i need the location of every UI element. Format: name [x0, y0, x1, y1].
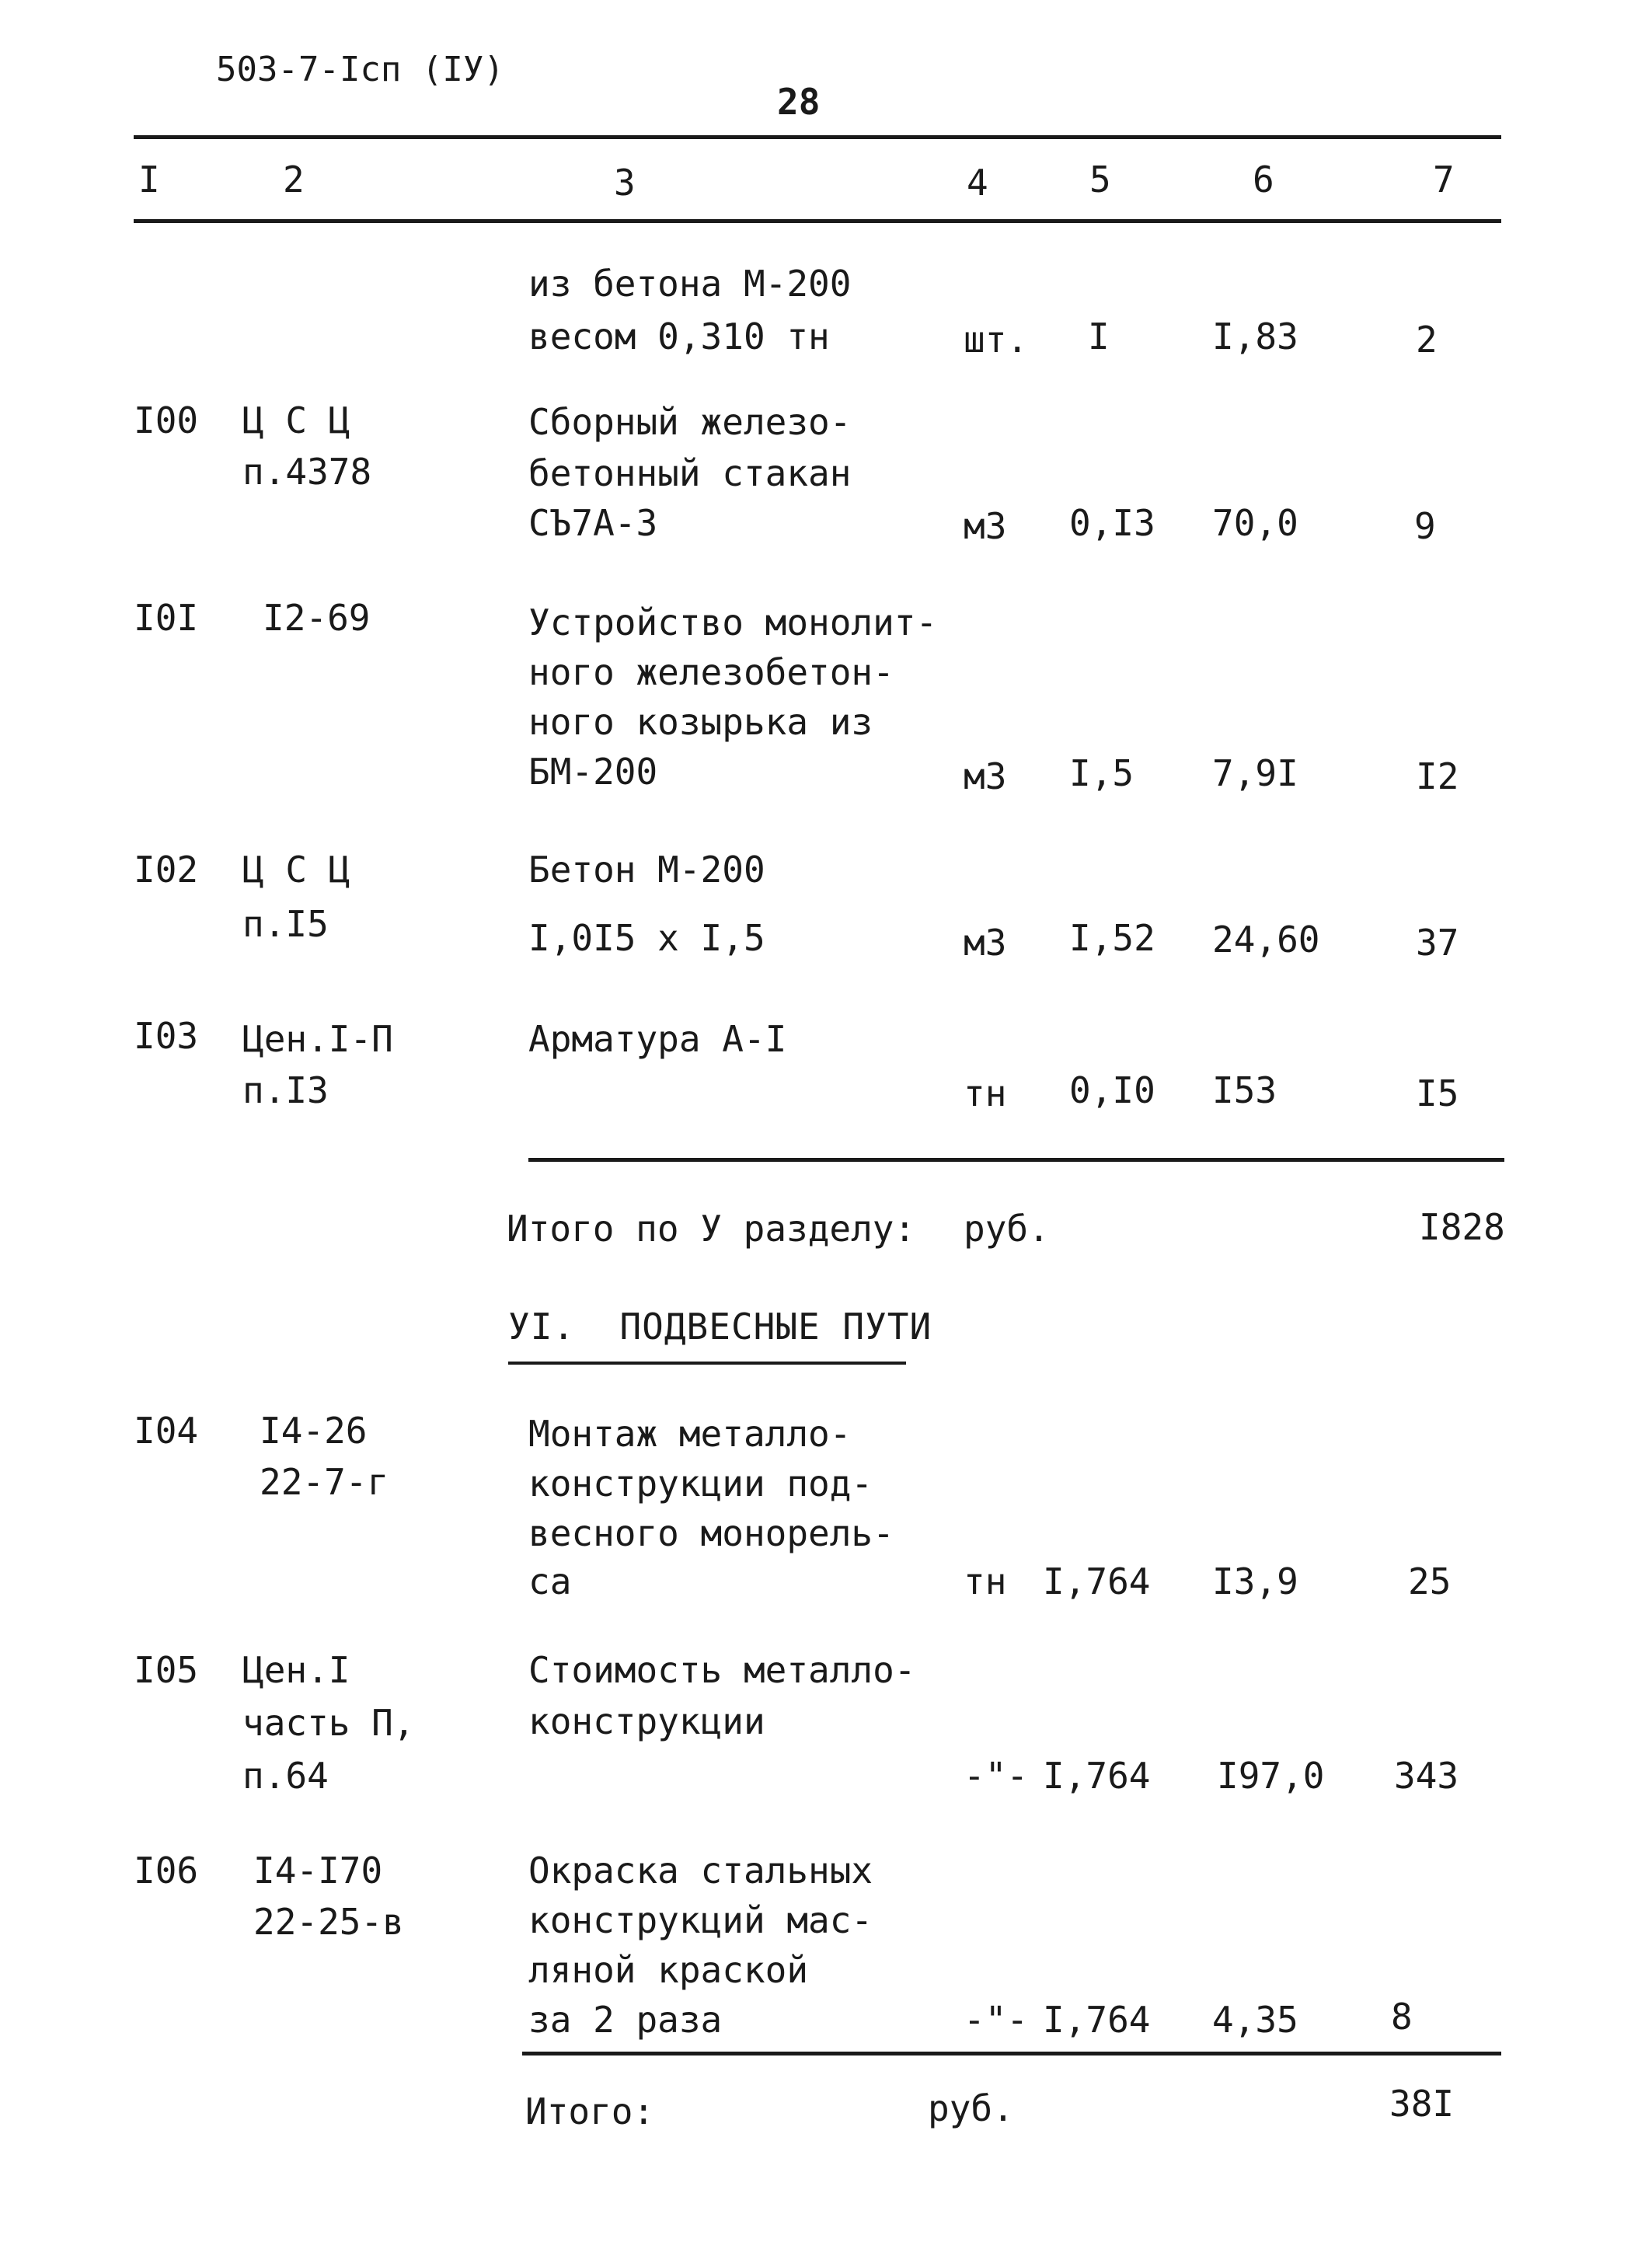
- unit-price: I97,0: [1217, 1755, 1325, 1797]
- unit-price: 24,60: [1212, 919, 1320, 961]
- quantity: I,5: [1069, 752, 1134, 794]
- item-number: I04: [134, 1410, 199, 1452]
- norm-code-line: 22-7-г: [260, 1461, 389, 1503]
- document-code: 503-7-Icп (IУ): [216, 50, 504, 89]
- unit: шт.: [964, 319, 1029, 361]
- unit-price: 70,0: [1212, 502, 1298, 544]
- norm-code-line: 22-25-в: [253, 1901, 404, 1943]
- quantity: I,764: [1043, 1999, 1151, 2041]
- column-header: 2: [283, 159, 305, 200]
- row-total: 37: [1416, 922, 1459, 964]
- section-title-underline: [508, 1362, 906, 1365]
- description-line: ного козырька из: [528, 701, 873, 743]
- subtotal-label: Итого по У разделу:: [507, 1208, 916, 1250]
- unit: м3: [964, 755, 1007, 797]
- description-line: за 2 раза: [528, 1999, 723, 2041]
- subtotal-value: I828: [1419, 1206, 1505, 1248]
- norm-code-line: Цен.I: [242, 1649, 350, 1691]
- description-line: из бетона М-200: [528, 263, 852, 305]
- description-line: весного монорель-: [528, 1512, 894, 1554]
- norm-code-line: I4-I70: [253, 1850, 383, 1892]
- norm-code-line: Ц С Ц: [242, 399, 350, 441]
- description-line: конструкции: [528, 1700, 765, 1742]
- row-total: 343: [1394, 1755, 1459, 1797]
- column-header: 6: [1253, 159, 1274, 200]
- column-header: 3: [614, 162, 636, 204]
- norm-code-line: I4-26: [260, 1410, 368, 1452]
- top-rule: [134, 135, 1501, 139]
- description-line: Сборный железо-: [528, 401, 852, 443]
- description-line: Бетон М-200: [528, 849, 765, 891]
- section-title: УI. ПОДВЕСНЫЕ ПУТИ: [508, 1306, 932, 1348]
- description-line: Монтаж металло-: [528, 1413, 852, 1455]
- quantity: 0,I3: [1069, 502, 1155, 544]
- description-line: весом 0,310 тн: [528, 316, 830, 357]
- description-line: бетонный стакан: [528, 452, 852, 494]
- description-line: Стоимость металло-: [528, 1649, 916, 1691]
- row-total: I5: [1416, 1072, 1459, 1114]
- row-total: 2: [1416, 319, 1438, 361]
- unit: м3: [964, 505, 1007, 547]
- description-line: ляной краской: [528, 1949, 809, 1991]
- total-label: Итого:: [525, 2090, 655, 2132]
- item-number: I05: [134, 1649, 199, 1691]
- unit: тн: [964, 1560, 1007, 1602]
- column-header: 4: [967, 162, 988, 204]
- page-number: 28: [777, 81, 821, 123]
- quantity: I,764: [1043, 1560, 1151, 1602]
- norm-code-line: часть П,: [242, 1702, 415, 1744]
- quantity: 0,I0: [1069, 1069, 1155, 1111]
- row-total: 8: [1391, 1996, 1413, 2038]
- item-number: I0I: [134, 597, 199, 639]
- description-line: са: [528, 1560, 572, 1602]
- norm-code-line: п.4378: [242, 451, 372, 493]
- description-line: Окраска стальных: [528, 1850, 873, 1892]
- row-total: 25: [1408, 1560, 1452, 1602]
- norm-code-line: Ц С Ц: [242, 849, 350, 891]
- norm-code-line: п.I5: [242, 903, 329, 945]
- description-line: конструкции под-: [528, 1463, 873, 1505]
- unit: м3: [964, 922, 1007, 964]
- unit-price: 7,9I: [1212, 752, 1298, 794]
- unit-price: 4,35: [1212, 1999, 1298, 2041]
- norm-code-line: п.64: [242, 1755, 329, 1797]
- norm-code-line: I2-69: [263, 597, 371, 639]
- total-unit: руб.: [928, 2087, 1014, 2129]
- norm-code-line: п.I3: [242, 1069, 329, 1111]
- column-header: 7: [1433, 159, 1455, 200]
- description-line: Устройство монолит-: [528, 601, 938, 643]
- quantity: I: [1088, 316, 1110, 357]
- item-number: I06: [134, 1850, 199, 1892]
- description-line: ного железобетон-: [528, 651, 894, 693]
- unit: -"-: [964, 1755, 1029, 1797]
- quantity: I,764: [1043, 1755, 1151, 1797]
- unit: -"-: [964, 1999, 1029, 2041]
- header-rule: [134, 219, 1501, 223]
- unit-price: I,83: [1212, 316, 1298, 357]
- total-value: 38I: [1389, 2083, 1455, 2125]
- item-number: I03: [134, 1015, 199, 1057]
- unit-price: I3,9: [1212, 1560, 1298, 1602]
- norm-code-line: Цен.I-П: [242, 1018, 393, 1060]
- row-total: 9: [1414, 505, 1436, 547]
- description-line: I,0I5 х I,5: [528, 917, 765, 959]
- row-total: I2: [1416, 755, 1459, 797]
- subtotal-unit: руб.: [964, 1208, 1050, 1250]
- item-number: I02: [134, 849, 199, 891]
- description-line: конструкций мас-: [528, 1899, 873, 1941]
- unit: тн: [964, 1072, 1007, 1114]
- item-number: I00: [134, 399, 199, 441]
- description-line: СЪ7А-3: [528, 502, 658, 544]
- column-header: I: [138, 159, 160, 200]
- subtotal-rule: [528, 1158, 1504, 1162]
- total-rule: [522, 2052, 1501, 2055]
- unit-price: I53: [1212, 1069, 1277, 1111]
- column-header: 5: [1089, 159, 1111, 200]
- description-line: БМ-200: [528, 751, 658, 793]
- quantity: I,52: [1069, 917, 1155, 959]
- description-line: Арматура А-I: [528, 1018, 787, 1060]
